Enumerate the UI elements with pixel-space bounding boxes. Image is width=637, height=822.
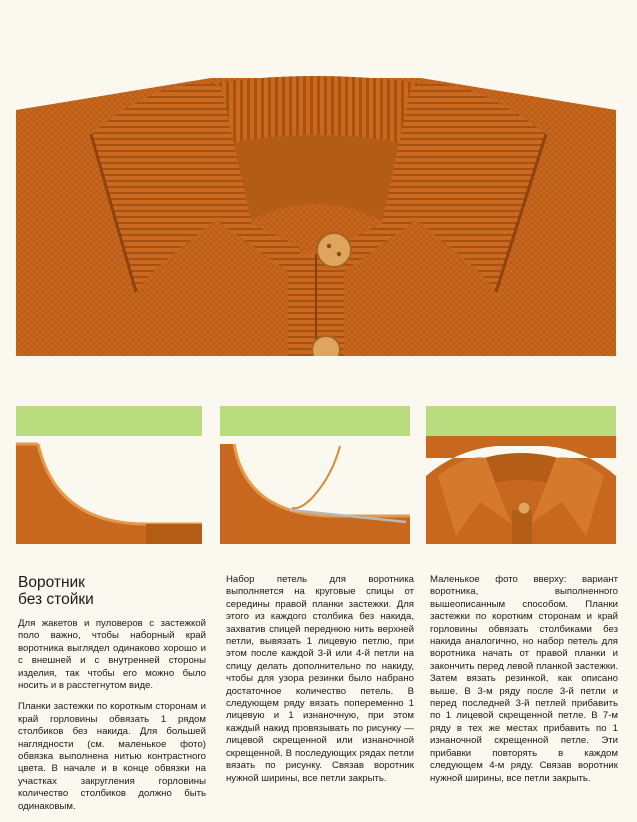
- text-column-3: [430, 574, 618, 794]
- photo-picking-up-stitches-needle: [220, 406, 410, 544]
- heading-line-2: без стойки: [18, 591, 94, 608]
- text-column-2: [226, 574, 414, 794]
- photo-neckline-edge-crocheted: [16, 406, 202, 544]
- paragraph: Маленькое фото вверху: вариант воротника, выполненного вышеописанным способом. Планки застежки по коротким сторонам и край горловины обвязать столбиками без накида аналогично, но набор петель для воротника начать от правой планки и закончить перед левой планкой застежки. Затем вязать резинкой, как описано выше. В 3-м ряду после 3-й петли и перед последней 3-й петлей прибавить по 1 лицевой скрещенной петле. В 7-м ряду в тех же местах прибавить по 1 изнаночной скрещенной петле. Эти прибавки повторять в каждом следующем 4-м ряду. Связав воротник нужной ширины, все петли закрыть.: [430, 574, 618, 784]
- photo-collar-knitted-sweater: [16, 24, 616, 356]
- section-heading: [18, 574, 208, 608]
- paragraph: Для жакетов и пуловеров с застежкой поло важно, чтобы наборный край воротника выглядел одинаково хорошо и с внешней и с внутренней стороны изделия, так чтобы его можно было носить и в расстегнутом виде.: [18, 618, 206, 692]
- text-column-1: [18, 618, 206, 822]
- photo-collar-variant-small: [426, 406, 616, 544]
- paragraph: Набор петель для воротника выполняется на круговые спицы от середины правой планки застежки. Для этого из каждого столбика без накида, захватив спицей переднюю нить верхней петли, вывязать 1 лицевую петлю, при этом после каждой 3-й или 4-й петли на спицу делать дополнительно по накиду, чтобы для узора резинки было набрано достаточное количество петель. В следующем ряду вязать попеременно 1 лицевую и 1 изнаночную, при этом каждый накид провязывать по рисунку — лицевой скрещенной или изнаночной скрещенной. В последующих рядах петли вязать по рисунку. Связав воротник нужной ширины, все петли закрыть.: [226, 574, 414, 784]
- heading-line-1: Воротник: [18, 574, 85, 591]
- paragraph: Планки застежки по короткым сторонам и край горловины обвязать 1 рядом столбиков без накида. Для большей наглядности (см. маленькое фото) обвязка выполнена нитью контрастного цвета. В начале и в конце обвязки на участках закругления горловины количество столбиков должно быть одинаковым.: [18, 701, 206, 812]
